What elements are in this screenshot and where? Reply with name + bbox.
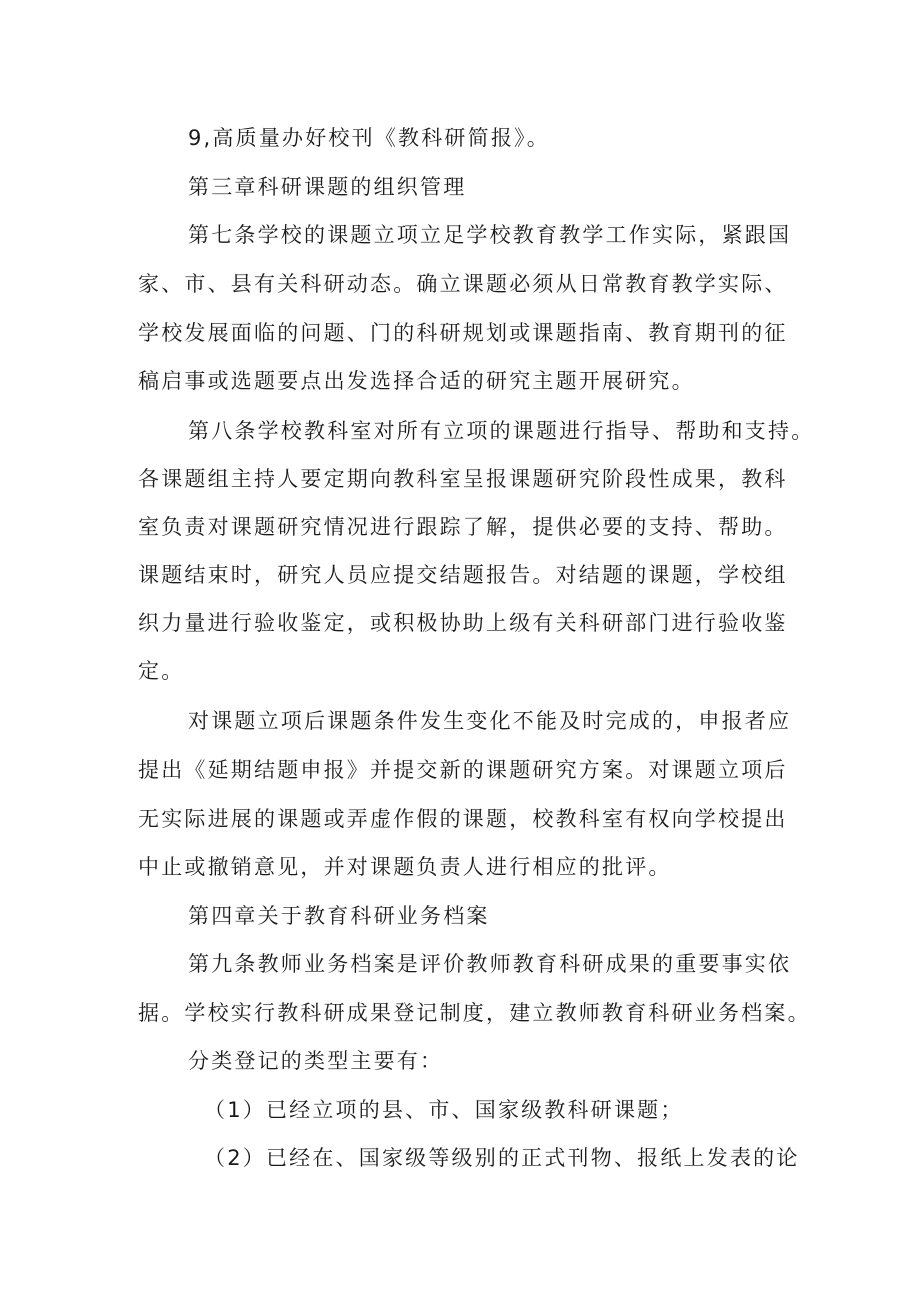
- chapter-heading: 第三章科研课题的组织管理: [188, 175, 467, 199]
- text-line: 第八条学校教科室对所有立项的课题进行指导、帮助和支持。: [188, 419, 815, 443]
- text-line: 各课题组主持人要定期向教科室呈报课题研究阶段性成果，教科: [138, 467, 788, 491]
- text-line: 家、市、县有关科研动态。确立课题必须从日常教育教学实际、: [138, 272, 788, 296]
- text-line: 课题结束时，研究人员应提交结题报告。对结题的课题，学校组: [138, 563, 788, 587]
- text-line: 对课题立项后课题条件发生变化不能及时完成的，申报者应: [188, 709, 792, 733]
- text-line: 织力量进行验收鉴定，或积极协助上级有关科研部门进行验收鉴: [138, 611, 788, 635]
- text-line: 第九条教师业务档案是评价教师教育科研成果的重要事实依: [188, 952, 792, 976]
- text-line: 9,高质量办好校刊《教科研简报》。: [188, 126, 550, 150]
- text-line: 中止或撤销意见，并对课题负责人进行相应的批评。: [138, 855, 672, 879]
- text-line: 据。学校实行教科研成果登记制度，建立教师教育科研业务档案。: [138, 1001, 811, 1025]
- text-line: 提出《延期结题申报》并提交新的课题研究方案。对课题立项后: [138, 758, 788, 782]
- text-line: 第七条学校的课题立项立足学校教育教学工作实际，紧跟国: [188, 223, 792, 247]
- chapter-heading: 第四章关于教育科研业务档案: [188, 904, 490, 928]
- text-line: 分类登记的类型主要有：: [188, 1049, 444, 1073]
- text-line: 稿启事或选题要点出发选择合适的研究主题开展研究。: [138, 369, 695, 393]
- text-line: 室负责对课题研究情况进行跟踪了解，提供必要的支持、帮助。: [138, 515, 788, 539]
- list-item: （2）已经在、国家级等级别的正式刊物、报纸上发表的论: [204, 1146, 800, 1170]
- text-line: 定。: [138, 659, 185, 683]
- text-line: 学校发展面临的问题、门的科研规划或课题指南、教育期刊的征: [138, 321, 788, 345]
- list-item: （1）已经立项的县、市、国家级教科研课题；: [204, 1098, 684, 1122]
- text-line: 无实际进展的课题或弄虚作假的课题，校教科室有权向学校提出: [138, 807, 788, 831]
